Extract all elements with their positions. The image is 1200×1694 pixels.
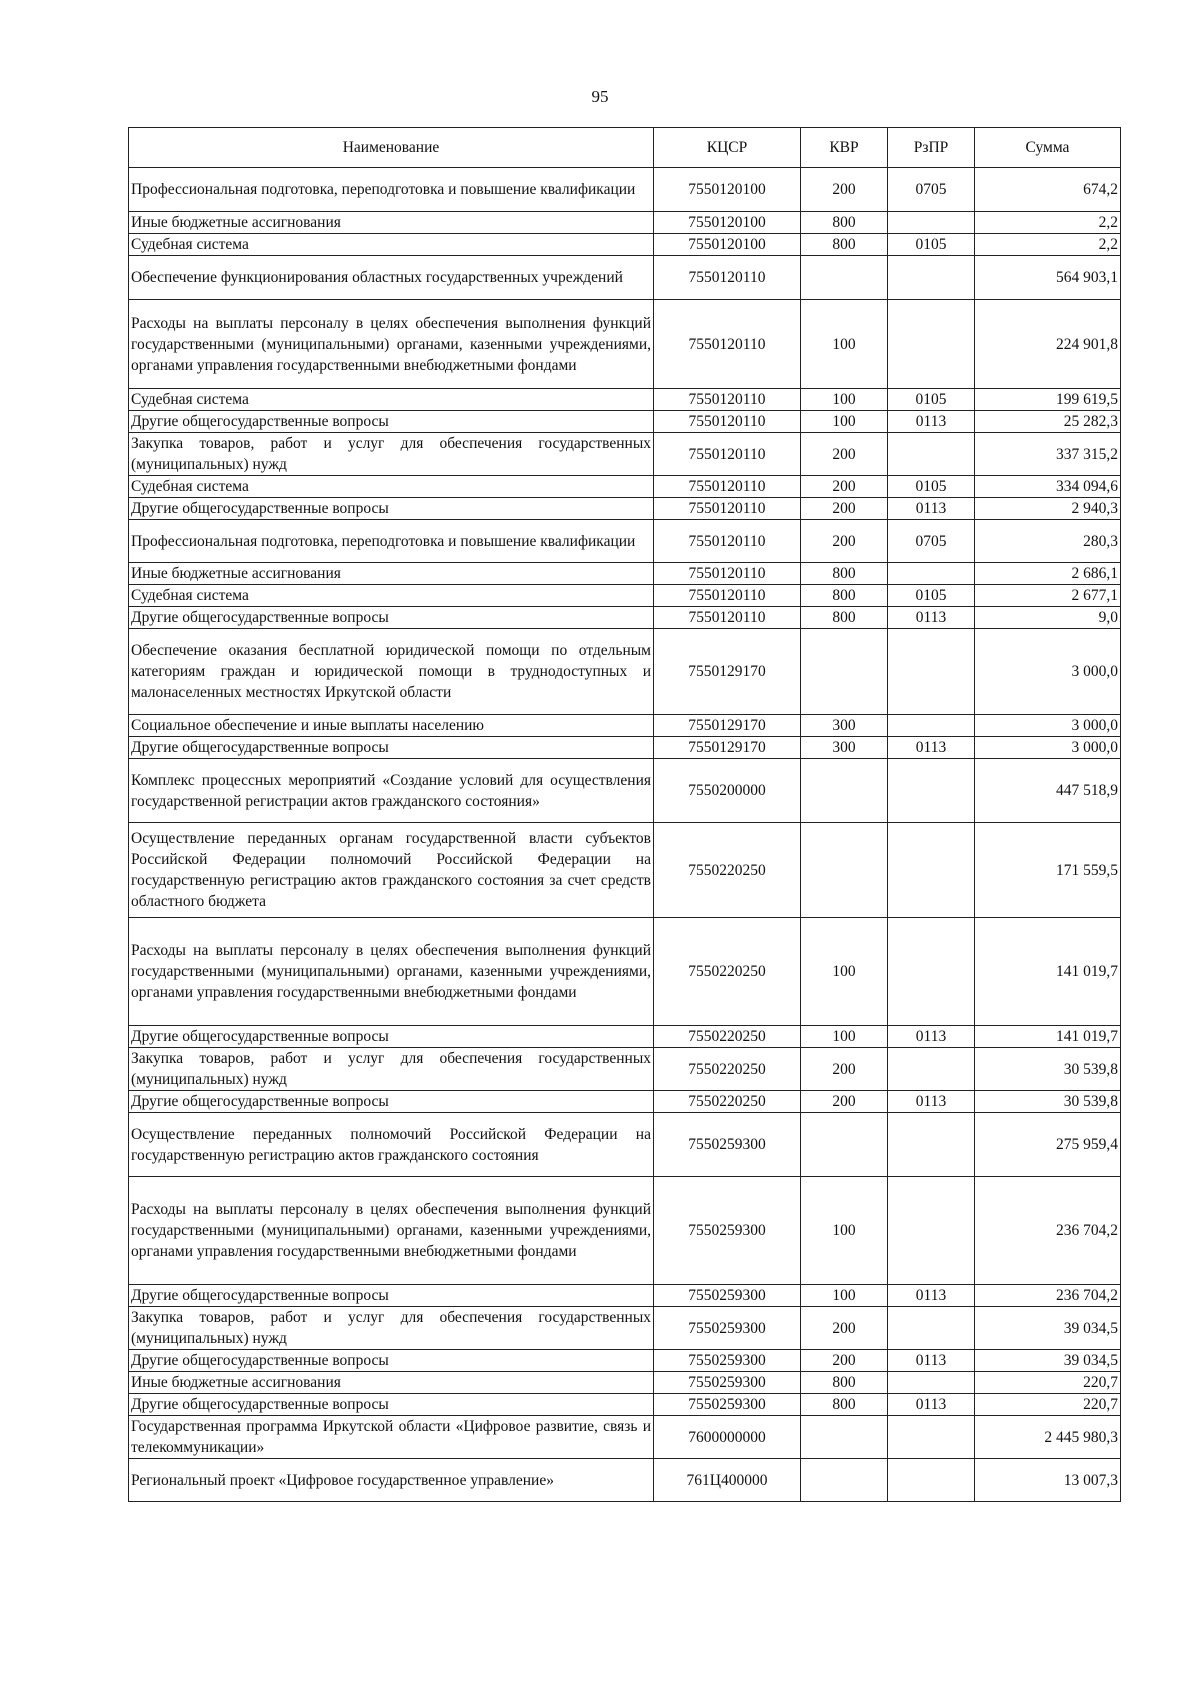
row-kvr-cell: 800 [801,585,888,607]
row-name-cell: Другие общегосударственные вопросы [129,498,654,520]
row-sum-cell: 337 315,2 [975,433,1121,476]
row-kvr-cell: 200 [801,433,888,476]
row-sum-cell: 220,7 [975,1394,1121,1416]
row-kvr-cell: 200 [801,1350,888,1372]
row-name-cell: Иные бюджетные ассигнования [129,563,654,585]
row-kvr-cell: 100 [801,300,888,389]
row-sum-cell: 2,2 [975,212,1121,234]
row-kcsr-cell: 7550120100 [654,234,801,256]
row-kvr-cell: 800 [801,563,888,585]
row-kcsr-cell: 7550129170 [654,715,801,737]
row-kvr-cell: 200 [801,476,888,498]
row-rzpr-cell [888,1177,975,1285]
row-rzpr-cell [888,256,975,300]
row-kvr-cell: 100 [801,389,888,411]
row-kcsr-cell: 7550220250 [654,1091,801,1113]
table-row [129,607,1121,629]
row-rzpr-cell: 0113 [888,1285,975,1307]
row-name-cell: Другие общегосударственные вопросы [129,1350,654,1372]
row-sum-cell: 2 445 980,3 [975,1416,1121,1459]
table-row [129,1394,1121,1416]
row-rzpr-cell: 0113 [888,498,975,520]
row-name-cell: Профессиональная подготовка, переподготовка и повышение квалификации [129,520,654,563]
budget-table [128,127,1121,1502]
row-kcsr-cell: 7550259300 [654,1307,801,1350]
row-kvr-cell: 800 [801,212,888,234]
row-kcsr-cell: 7550259300 [654,1177,801,1285]
table-row [129,737,1121,759]
row-sum-cell: 9,0 [975,607,1121,629]
row-sum-cell: 224 901,8 [975,300,1121,389]
table-row [129,411,1121,433]
row-kcsr-cell: 7550259300 [654,1372,801,1394]
row-name-cell: Судебная система [129,389,654,411]
row-name-cell: Закупка товаров, работ и услуг для обеспечения государственных (муниципальных) нужд [129,433,654,476]
row-kcsr-cell: 7600000000 [654,1416,801,1459]
table-row [129,234,1121,256]
table-row [129,585,1121,607]
row-kcsr-cell: 7550220250 [654,1026,801,1048]
row-kvr-cell [801,759,888,823]
row-kvr-cell [801,1113,888,1177]
table-row [129,1416,1121,1459]
row-rzpr-cell: 0105 [888,585,975,607]
row-name-cell: Осуществление переданных органам государственной власти субъектов Российской Федерации полномочий Российской Федерации на государственную регистрацию актов гражданского состояния за счет средств областного бюджета [129,823,654,918]
row-sum-cell: 199 619,5 [975,389,1121,411]
table-row [129,759,1121,823]
row-kcsr-cell: 7550120110 [654,563,801,585]
row-name-cell: Судебная система [129,476,654,498]
table-header-row [129,128,1121,168]
row-rzpr-cell [888,300,975,389]
row-sum-cell: 674,2 [975,168,1121,212]
row-rzpr-cell [888,1307,975,1350]
row-rzpr-cell: 0113 [888,411,975,433]
table-row [129,1113,1121,1177]
row-kcsr-cell: 7550120110 [654,476,801,498]
table-row [129,498,1121,520]
row-name-cell: Закупка товаров, работ и услуг для обеспечения государственных (муниципальных) нужд [129,1048,654,1091]
row-name-cell: Другие общегосударственные вопросы [129,1394,654,1416]
row-kcsr-cell: 7550129170 [654,629,801,715]
row-sum-cell: 236 704,2 [975,1177,1121,1285]
row-name-cell: Судебная система [129,234,654,256]
row-sum-cell: 39 034,5 [975,1307,1121,1350]
row-kcsr-cell: 7550120110 [654,585,801,607]
row-kcsr-cell: 7550259300 [654,1113,801,1177]
row-rzpr-cell [888,1416,975,1459]
row-kvr-cell [801,629,888,715]
row-kvr-cell: 100 [801,1177,888,1285]
row-kvr-cell: 100 [801,1285,888,1307]
row-sum-cell: 39 034,5 [975,1350,1121,1372]
row-kcsr-cell: 7550120100 [654,212,801,234]
row-sum-cell: 30 539,8 [975,1048,1121,1091]
row-name-cell: Расходы на выплаты персоналу в целях обеспечения выполнения функций государственными (муниципальными) органами, казенными учреждениями, органами управления государственными внебюджетными фондами [129,918,654,1026]
row-sum-cell: 220,7 [975,1372,1121,1394]
row-name-cell: Судебная система [129,585,654,607]
table-row [129,1048,1121,1091]
table-row [129,389,1121,411]
row-sum-cell: 564 903,1 [975,256,1121,300]
row-name-cell: Иные бюджетные ассигнования [129,1372,654,1394]
table-body [129,168,1121,1502]
row-rzpr-cell: 0105 [888,389,975,411]
header-sum: Сумма [975,128,1121,168]
row-kvr-cell: 300 [801,715,888,737]
header-name: Наименование [129,128,654,168]
row-kvr-cell [801,1459,888,1502]
table-row [129,520,1121,563]
row-name-cell: Обеспечение оказания бесплатной юридической помощи по отдельным категориям граждан и юридической помощи в труднодоступных и малонаселенных местностях Иркутской области [129,629,654,715]
row-sum-cell: 334 094,6 [975,476,1121,498]
row-name-cell: Осуществление переданных полномочий Российской Федерации на государственную регистрацию актов гражданского состояния [129,1113,654,1177]
row-kvr-cell: 100 [801,1026,888,1048]
row-sum-cell: 2 686,1 [975,563,1121,585]
table-row [129,1177,1121,1285]
table-row [129,715,1121,737]
row-kvr-cell [801,256,888,300]
row-name-cell: Другие общегосударственные вопросы [129,607,654,629]
row-sum-cell: 2 940,3 [975,498,1121,520]
row-rzpr-cell [888,563,975,585]
row-kcsr-cell: 7550259300 [654,1350,801,1372]
row-kcsr-cell: 7550259300 [654,1394,801,1416]
row-name-cell: Иные бюджетные ассигнования [129,212,654,234]
row-rzpr-cell [888,1372,975,1394]
table-row [129,1372,1121,1394]
row-name-cell: Другие общегосударственные вопросы [129,1091,654,1113]
table-row [129,256,1121,300]
row-kvr-cell: 800 [801,234,888,256]
table-row [129,300,1121,389]
row-kcsr-cell: 7550120110 [654,389,801,411]
row-kcsr-cell: 7550259300 [654,1285,801,1307]
row-rzpr-cell: 0113 [888,1026,975,1048]
row-name-cell: Государственная программа Иркутской области «Цифровое развитие, связь и телекоммуникации» [129,1416,654,1459]
row-sum-cell: 2,2 [975,234,1121,256]
table-row [129,476,1121,498]
row-sum-cell: 13 007,3 [975,1459,1121,1502]
row-rzpr-cell [888,715,975,737]
row-kvr-cell: 300 [801,737,888,759]
table-row [129,918,1121,1026]
row-rzpr-cell: 0705 [888,520,975,563]
row-name-cell: Социальное обеспечение и иные выплаты населению [129,715,654,737]
row-kcsr-cell: 7550120100 [654,168,801,212]
row-sum-cell: 30 539,8 [975,1091,1121,1113]
row-rzpr-cell [888,433,975,476]
row-name-cell: Обеспечение функционирования областных государственных учреждений [129,256,654,300]
row-kcsr-cell: 7550120110 [654,498,801,520]
table-row [129,1091,1121,1113]
row-kcsr-cell: 761Ц400000 [654,1459,801,1502]
row-rzpr-cell [888,759,975,823]
header-kvr: КВР [801,128,888,168]
row-sum-cell: 236 704,2 [975,1285,1121,1307]
row-sum-cell: 275 959,4 [975,1113,1121,1177]
row-kvr-cell: 200 [801,1048,888,1091]
row-kvr-cell: 200 [801,498,888,520]
row-kcsr-cell: 7550120110 [654,433,801,476]
row-name-cell: Другие общегосударственные вопросы [129,411,654,433]
table-row [129,1026,1121,1048]
row-sum-cell: 141 019,7 [975,918,1121,1026]
row-kcsr-cell: 7550220250 [654,918,801,1026]
row-name-cell: Комплекс процессных мероприятий «Создание условий для осуществления государственной регистрации актов гражданского состояния» [129,759,654,823]
row-rzpr-cell: 0113 [888,1091,975,1113]
row-kcsr-cell: 7550220250 [654,1048,801,1091]
row-sum-cell: 280,3 [975,520,1121,563]
row-kvr-cell [801,1416,888,1459]
row-name-cell: Расходы на выплаты персоналу в целях обеспечения выполнения функций государственными (муниципальными) органами, казенными учреждениями, органами управления государственными внебюджетными фондами [129,300,654,389]
header-rzpr: РзПР [888,128,975,168]
row-name-cell: Другие общегосударственные вопросы [129,1285,654,1307]
row-sum-cell: 25 282,3 [975,411,1121,433]
row-name-cell: Другие общегосударственные вопросы [129,737,654,759]
table-row [129,212,1121,234]
row-name-cell: Закупка товаров, работ и услуг для обеспечения государственных (муниципальных) нужд [129,1307,654,1350]
page-number: 95 [591,87,609,106]
row-rzpr-cell [888,629,975,715]
row-rzpr-cell [888,1048,975,1091]
row-rzpr-cell: 0113 [888,1350,975,1372]
row-kcsr-cell: 7550120110 [654,607,801,629]
row-kvr-cell: 200 [801,1307,888,1350]
row-kvr-cell: 800 [801,1394,888,1416]
row-kvr-cell: 200 [801,520,888,563]
row-rzpr-cell: 0705 [888,168,975,212]
table-row [129,823,1121,918]
row-sum-cell: 447 518,9 [975,759,1121,823]
row-rzpr-cell [888,1459,975,1502]
table-row [129,563,1121,585]
row-sum-cell: 3 000,0 [975,715,1121,737]
row-kvr-cell: 100 [801,411,888,433]
row-kvr-cell: 200 [801,1091,888,1113]
row-rzpr-cell [888,1113,975,1177]
row-rzpr-cell: 0113 [888,607,975,629]
table-row [129,629,1121,715]
table-row [129,1459,1121,1502]
row-kcsr-cell: 7550120110 [654,411,801,433]
row-kcsr-cell: 7550120110 [654,256,801,300]
row-rzpr-cell: 0105 [888,476,975,498]
row-rzpr-cell: 0105 [888,234,975,256]
row-kcsr-cell: 7550220250 [654,823,801,918]
row-sum-cell: 3 000,0 [975,737,1121,759]
row-name-cell: Профессиональная подготовка, переподготовка и повышение квалификации [129,168,654,212]
row-kcsr-cell: 7550120110 [654,300,801,389]
row-kcsr-cell: 7550129170 [654,737,801,759]
table-row [129,1350,1121,1372]
row-kvr-cell: 100 [801,918,888,1026]
table-row [129,1307,1121,1350]
row-kcsr-cell: 7550120110 [654,520,801,563]
row-sum-cell: 171 559,5 [975,823,1121,918]
row-kvr-cell: 800 [801,1372,888,1394]
row-name-cell: Региональный проект «Цифровое государственное управление» [129,1459,654,1502]
row-sum-cell: 141 019,7 [975,1026,1121,1048]
row-name-cell: Другие общегосударственные вопросы [129,1026,654,1048]
table-row [129,433,1121,476]
row-rzpr-cell [888,823,975,918]
row-rzpr-cell: 0113 [888,737,975,759]
row-sum-cell: 2 677,1 [975,585,1121,607]
row-name-cell: Расходы на выплаты персоналу в целях обеспечения выполнения функций государственными (муниципальными) органами, казенными учреждениями, органами управления государственными внебюджетными фондами [129,1177,654,1285]
table-row [129,168,1121,212]
table-row [129,1285,1121,1307]
header-kcsr: КЦСР [654,128,801,168]
row-rzpr-cell [888,212,975,234]
row-kvr-cell [801,823,888,918]
row-rzpr-cell [888,918,975,1026]
row-kvr-cell: 800 [801,607,888,629]
row-rzpr-cell: 0113 [888,1394,975,1416]
row-sum-cell: 3 000,0 [975,629,1121,715]
row-kcsr-cell: 7550200000 [654,759,801,823]
row-kvr-cell: 200 [801,168,888,212]
